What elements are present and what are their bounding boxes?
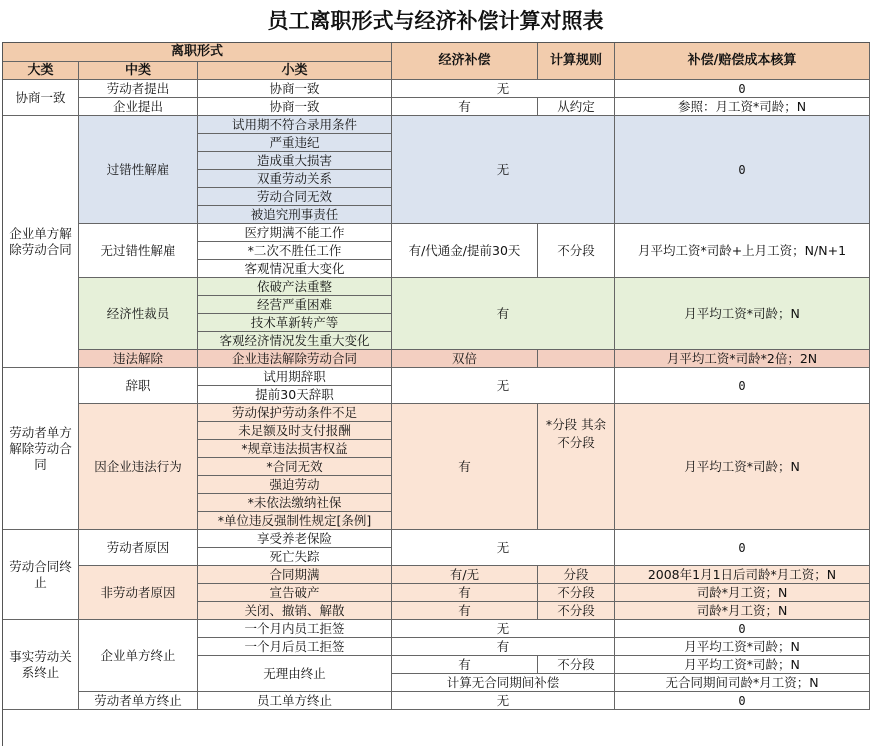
minor-cell: 严重违纪 — [198, 134, 392, 152]
middle-no-fault-dismissal: 无过错性解雇 — [79, 224, 198, 278]
cost-cell: 月平均工资*司龄*2倍；2N — [615, 350, 870, 368]
minor-cell: 无理由终止 — [198, 656, 392, 692]
middle-resignation: 辞职 — [79, 368, 198, 404]
minor-cell: 死亡失踪 — [198, 548, 392, 566]
minor-cell: 技术革新转产等 — [198, 314, 392, 332]
compensation-cell: 无 — [392, 620, 615, 638]
compensation-cell: 无 — [392, 692, 615, 710]
minor-cell: 一个月内员工拒签 — [198, 620, 392, 638]
cost-cell: 月平均工资*司龄；N — [615, 656, 870, 674]
cost-cell: 2008年1月1日后司龄*月工资；N — [615, 566, 870, 584]
minor-cell: 被追究刑事责任 — [198, 206, 392, 224]
major-enterprise-termination: 企业单方解除劳动合同 — [3, 116, 79, 368]
minor-cell: 试用期不符合录用条件 — [198, 116, 392, 134]
major-employee-termination: 劳动者单方解除劳动合同 — [3, 368, 79, 530]
minor-cell: *单位违反强制性规定[条例] — [198, 512, 392, 530]
cost-cell: 0 — [615, 80, 870, 98]
compensation-cell: 有 — [392, 404, 538, 530]
compensation-cell: 无 — [392, 368, 615, 404]
compensation-cell: 有/代通金/提前30天 — [392, 224, 538, 278]
compensation-cell: 有 — [392, 278, 615, 350]
minor-cell: 宣告破产 — [198, 584, 392, 602]
header-compensation: 经济补偿 — [392, 43, 538, 80]
compensation-cell: 有 — [392, 98, 538, 116]
minor-cell: 依破产法重整 — [198, 278, 392, 296]
rule-cell: 不分段 — [538, 602, 615, 620]
middle-fault-dismissal: 过错性解雇 — [79, 116, 198, 224]
cost-cell: 0 — [615, 530, 870, 566]
header-form: 离职形式 — [3, 43, 392, 62]
cost-cell: 月平均工资*司龄；N — [615, 278, 870, 350]
minor-cell: 劳动保护劳动条件不足 — [198, 404, 392, 422]
rule-cell: 从约定 — [538, 98, 615, 116]
minor-cell: 劳动合同无效 — [198, 188, 392, 206]
middle-employee-end: 劳动者单方终止 — [79, 692, 198, 710]
minor-cell: *合同无效 — [198, 458, 392, 476]
minor-cell: 协商一致 — [198, 80, 392, 98]
minor-cell: 客观情况重大变化 — [198, 260, 392, 278]
header-major: 大类 — [3, 62, 79, 80]
minor-cell: 医疗期满不能工作 — [198, 224, 392, 242]
rule-cell: 不分段 — [538, 584, 615, 602]
middle-illegal-termination: 违法解除 — [79, 350, 198, 368]
page-title: 员工离职形式与经济补偿计算对照表 — [267, 8, 604, 33]
minor-cell: 合同期满 — [198, 566, 392, 584]
middle-economic-layoff: 经济性裁员 — [79, 278, 198, 350]
minor-cell: *规章违法损害权益 — [198, 440, 392, 458]
cost-cell: 司龄*月工资；N — [615, 584, 870, 602]
minor-cell: 造成重大损害 — [198, 152, 392, 170]
minor-cell: 一个月后员工拒签 — [198, 638, 392, 656]
compensation-cell: 有 — [392, 656, 538, 674]
minor-cell: 提前30天辞职 — [198, 386, 392, 404]
compensation-cell: 无 — [392, 80, 615, 98]
compensation-table — [2, 42, 870, 746]
major-de-facto-end: 事实劳动关系终止 — [3, 620, 79, 710]
rule-cell: 不分段 — [538, 656, 615, 674]
note-cell: 计算无合同期间补偿 — [392, 674, 615, 692]
minor-cell: 享受养老保险 — [198, 530, 392, 548]
rule-cell — [538, 350, 615, 368]
minor-cell: 经营严重困难 — [198, 296, 392, 314]
middle-enterprise-end: 企业单方终止 — [79, 620, 198, 692]
cost-cell: 无合同期间司龄*月工资；N — [615, 674, 870, 692]
middle-employer-violation: 因企业违法行为 — [79, 404, 198, 530]
header-middle: 中类 — [79, 62, 198, 80]
cost-cell: 司龄*月工资；N — [615, 602, 870, 620]
minor-cell: 客观经济情况发生重大变化 — [198, 332, 392, 350]
cost-cell: 0 — [615, 116, 870, 224]
compensation-cell: 双倍 — [392, 350, 538, 368]
cost-cell: 月平均工资*司龄；N — [615, 638, 870, 656]
minor-cell: 员工单方终止 — [198, 692, 392, 710]
major-contract-end: 劳动合同终止 — [3, 530, 79, 620]
minor-cell: 关闭、撤销、解散 — [198, 602, 392, 620]
compensation-cell: 无 — [392, 116, 615, 224]
minor-cell: 协商一致 — [198, 98, 392, 116]
rule-cell: 分段 — [538, 566, 615, 584]
minor-cell: 企业违法解除劳动合同 — [198, 350, 392, 368]
minor-cell: *未依法缴纳社保 — [198, 494, 392, 512]
compensation-cell: 有 — [392, 584, 538, 602]
middle-cell: 劳动者提出 — [79, 80, 198, 98]
compensation-cell: 无 — [392, 530, 615, 566]
cost-cell: 0 — [615, 620, 870, 638]
minor-cell: 强迫劳动 — [198, 476, 392, 494]
rule-cell: 不分段 — [538, 224, 615, 278]
cost-cell: 0 — [615, 368, 870, 404]
cost-cell: 0 — [615, 692, 870, 710]
cost-cell: 月平均工资*司龄；N — [615, 404, 870, 530]
header-minor: 小类 — [198, 62, 392, 80]
minor-cell: 双重劳动关系 — [198, 170, 392, 188]
minor-cell: *二次不胜任工作 — [198, 242, 392, 260]
cost-cell: 月平均工资*司龄+上月工资；N/N+1 — [615, 224, 870, 278]
header-cost: 补偿/赔偿成本核算 — [615, 43, 870, 80]
major-negotiation: 协商一致 — [3, 80, 79, 116]
compensation-cell: 有/无 — [392, 566, 538, 584]
minor-cell: 未足额及时支付报酬 — [198, 422, 392, 440]
middle-cell: 企业提出 — [79, 98, 198, 116]
minor-cell: 试用期辞职 — [198, 368, 392, 386]
header-rule: 计算规则 — [538, 43, 615, 80]
rule-cell: *分段 其余不分段 — [538, 404, 615, 530]
middle-non-employee-reason: 非劳动者原因 — [79, 566, 198, 620]
compensation-cell: 有 — [392, 602, 538, 620]
compensation-cell: 有 — [392, 638, 615, 656]
middle-employee-reason: 劳动者原因 — [79, 530, 198, 566]
cost-cell: 参照：月工资*司龄；N — [615, 98, 870, 116]
